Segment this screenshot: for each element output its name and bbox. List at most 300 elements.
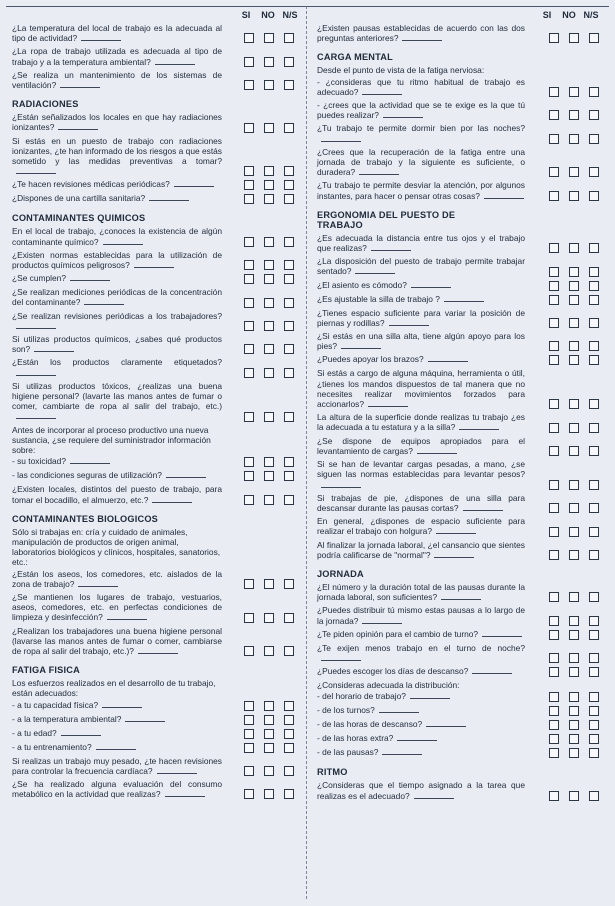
- no-checkbox[interactable]: [264, 33, 274, 43]
- question-item: [12, 626, 300, 657]
- si-checkbox[interactable]: [549, 191, 559, 201]
- question-item: [12, 112, 300, 132]
- si-checkbox[interactable]: [244, 729, 254, 739]
- ns-checkbox[interactable]: [589, 527, 599, 537]
- no-checkbox[interactable]: [569, 281, 579, 291]
- question-text: ¿Se ha realizado alguna evaluación del consumo metabólico en la actividad que realizas?: [12, 778, 222, 800]
- no-checkbox[interactable]: [264, 180, 274, 190]
- question-item: [12, 70, 300, 90]
- answer-boxes: [244, 33, 294, 43]
- ergonomia-items: [317, 233, 603, 560]
- ns-checkbox[interactable]: [284, 344, 294, 354]
- question-text: ¿Dispones de una cartilla sanitaria?: [12, 193, 222, 203]
- si-checkbox[interactable]: [549, 706, 559, 716]
- si-checkbox[interactable]: [549, 355, 559, 365]
- ns-checkbox[interactable]: [589, 791, 599, 801]
- no-checkbox[interactable]: [264, 123, 274, 133]
- ns-checkbox[interactable]: [284, 166, 294, 176]
- si-checkbox[interactable]: [549, 318, 559, 328]
- ns-checkbox[interactable]: [589, 87, 599, 97]
- no-checkbox[interactable]: [569, 667, 579, 677]
- question-item: [12, 381, 300, 422]
- ns-checkbox[interactable]: [284, 457, 294, 467]
- question-item: [317, 77, 603, 97]
- ns-checkbox[interactable]: [589, 341, 599, 351]
- question-item: [317, 719, 603, 730]
- question-item: [12, 779, 300, 799]
- question-text: ¿La ropa de trabajo utilizada es adecuada al tipo de trabajo y a la temperatura ambiental?: [12, 46, 222, 67]
- question-text: ¿Se cumplen?: [12, 273, 222, 283]
- answer-boxes: [549, 630, 599, 640]
- si-checkbox[interactable]: [244, 715, 254, 725]
- si-checkbox[interactable]: [244, 789, 254, 799]
- question-item: [317, 147, 603, 178]
- section-title-radiaciones: RADIACIONES: [12, 99, 79, 110]
- si-checkbox[interactable]: [244, 766, 254, 776]
- no-checkbox[interactable]: [569, 87, 579, 97]
- ns-checkbox[interactable]: [284, 298, 294, 308]
- ns-checkbox[interactable]: [284, 613, 294, 623]
- si-checkbox[interactable]: [549, 33, 559, 43]
- si-checkbox[interactable]: [549, 503, 559, 513]
- biologicos-intro: Sólo si trabajas en: cría y cuidado de animales, manipulación de productos de origen animal, laboratorios biológicos y clínicos, hospitales, sanatorios, etc.:: [12, 526, 221, 568]
- answer-boxes: [549, 480, 599, 490]
- si-checkbox[interactable]: [549, 341, 559, 351]
- ns-checkbox[interactable]: [284, 57, 294, 67]
- answer-boxes: [549, 110, 599, 120]
- answer-boxes: [244, 237, 294, 247]
- no-checkbox[interactable]: [569, 295, 579, 305]
- no-checkbox[interactable]: [569, 791, 579, 801]
- no-checkbox[interactable]: [264, 789, 274, 799]
- si-checkbox[interactable]: [244, 57, 254, 67]
- no-header: NO: [562, 10, 576, 20]
- answer-boxes: [549, 423, 599, 433]
- ns-checkbox[interactable]: [284, 495, 294, 505]
- ns-checkbox[interactable]: [589, 748, 599, 758]
- answer-boxes: [549, 281, 599, 291]
- no-checkbox[interactable]: [264, 495, 274, 505]
- ns-checkbox[interactable]: [284, 729, 294, 739]
- no-checkbox[interactable]: [264, 715, 274, 725]
- ns-checkbox[interactable]: [589, 134, 599, 144]
- answer-boxes: [244, 729, 294, 739]
- ns-checkbox[interactable]: [589, 446, 599, 456]
- answer-boxes: [549, 267, 599, 277]
- ns-checkbox[interactable]: [284, 123, 294, 133]
- question-item: [12, 273, 300, 284]
- si-checkbox[interactable]: [549, 720, 559, 730]
- question-item: [12, 700, 300, 711]
- jornada-items: [317, 582, 603, 677]
- ns-checkbox[interactable]: [284, 743, 294, 753]
- jornada-intro: ¿Consideras adecuada la distribución:: [317, 680, 460, 691]
- si-checkbox[interactable]: [549, 243, 559, 253]
- ns-checkbox[interactable]: [589, 267, 599, 277]
- no-checkbox[interactable]: [569, 734, 579, 744]
- si-checkbox[interactable]: [549, 399, 559, 409]
- question-item: [317, 691, 603, 702]
- answer-boxes: [549, 33, 599, 43]
- question-text: Al finalizar la jornada laboral, ¿el cansancio que sientes podría calificarse de "normal"?: [317, 539, 525, 560]
- ns-checkbox[interactable]: [589, 734, 599, 744]
- ns-checkbox[interactable]: [589, 720, 599, 730]
- answer-boxes: [244, 80, 294, 90]
- ritmo-items: [317, 780, 603, 800]
- no-checkbox[interactable]: [569, 243, 579, 253]
- ns-checkbox[interactable]: [589, 630, 599, 640]
- ns-checkbox[interactable]: [284, 274, 294, 284]
- question-item: [317, 747, 603, 758]
- si-checkbox[interactable]: [549, 134, 559, 144]
- question-text: ¿Realizan los trabajadores una buena higiene personal (lavarse las manos antes de fumar o comer, cambiarse de ropa al salir del trabajo, etc.)?: [12, 625, 222, 656]
- fatiga-fisica-sub-items: [12, 700, 300, 753]
- ns-checkbox[interactable]: [589, 592, 599, 602]
- question-item: [317, 23, 603, 43]
- no-checkbox[interactable]: [264, 613, 274, 623]
- question-text: ¿Tienes espacio suficiente para variar la posición de piernas y rodillas?: [317, 307, 525, 328]
- question-item: [12, 714, 300, 725]
- question-item: [317, 100, 603, 120]
- question-text: - del horario de trabajo?: [317, 691, 525, 701]
- ns-checkbox[interactable]: [589, 355, 599, 365]
- question-text: - de las horas extra?: [317, 733, 525, 743]
- ns-checkbox[interactable]: [284, 646, 294, 656]
- answer-boxes: [244, 701, 294, 711]
- si-checkbox[interactable]: [244, 33, 254, 43]
- answer-boxes: [244, 471, 294, 481]
- question-item: [12, 23, 300, 43]
- question-item: [12, 456, 300, 467]
- no-checkbox[interactable]: [264, 701, 274, 711]
- question-text: ¿Existen pausas establecidas de acuerdo con las dos preguntas anteriores?: [317, 23, 525, 44]
- question-text: - a tu capacidad física?: [12, 700, 222, 710]
- si-checkbox[interactable]: [244, 368, 254, 378]
- ns-checkbox[interactable]: [589, 295, 599, 305]
- answer-boxes: [244, 715, 294, 725]
- answer-boxes: [244, 766, 294, 776]
- si-checkbox[interactable]: [244, 237, 254, 247]
- answer-boxes: [549, 446, 599, 456]
- ns-checkbox[interactable]: [284, 471, 294, 481]
- question-text: ¿Se realizan mediciones periódicas de la concentración del contaminante?: [12, 287, 222, 308]
- question-item: [12, 756, 300, 776]
- quimicos-items: [12, 226, 300, 421]
- ns-checkbox[interactable]: [589, 550, 599, 560]
- answer-boxes: [549, 134, 599, 144]
- si-checkbox[interactable]: [244, 613, 254, 623]
- no-checkbox[interactable]: [569, 423, 579, 433]
- si-checkbox[interactable]: [549, 692, 559, 702]
- si-checkbox[interactable]: [244, 743, 254, 753]
- si-checkbox[interactable]: [244, 194, 254, 204]
- no-checkbox[interactable]: [264, 412, 274, 422]
- no-checkbox[interactable]: [264, 166, 274, 176]
- ns-checkbox[interactable]: [284, 789, 294, 799]
- si-checkbox[interactable]: [549, 267, 559, 277]
- si-checkbox[interactable]: [244, 123, 254, 133]
- question-item: [12, 592, 300, 623]
- no-checkbox[interactable]: [569, 33, 579, 43]
- ns-checkbox[interactable]: [284, 180, 294, 190]
- si-checkbox[interactable]: [244, 701, 254, 711]
- answer-boxes: [549, 527, 599, 537]
- fatiga-fisica-items: [12, 756, 300, 800]
- no-checkbox[interactable]: [264, 457, 274, 467]
- left-top-items: [12, 23, 300, 90]
- si-checkbox[interactable]: [244, 166, 254, 176]
- answer-boxes: [549, 295, 599, 305]
- no-checkbox[interactable]: [264, 80, 274, 90]
- question-item: [12, 357, 300, 377]
- no-checkbox[interactable]: [569, 653, 579, 663]
- ns-checkbox[interactable]: [589, 706, 599, 716]
- ns-checkbox[interactable]: [589, 616, 599, 626]
- no-checkbox[interactable]: [264, 298, 274, 308]
- si-checkbox[interactable]: [549, 667, 559, 677]
- no-checkbox[interactable]: [569, 399, 579, 409]
- si-checkbox[interactable]: [244, 471, 254, 481]
- ns-checkbox[interactable]: [589, 167, 599, 177]
- question-text: - ¿consideras que tu ritmo habitual de trabajo es adecuado?: [317, 76, 525, 97]
- no-checkbox[interactable]: [264, 194, 274, 204]
- no-checkbox[interactable]: [569, 616, 579, 626]
- no-checkbox[interactable]: [569, 706, 579, 716]
- question-text: ¿Es adecuada la distancia entre tus ojos y el trabajo que realizas?: [317, 232, 525, 254]
- no-checkbox[interactable]: [569, 318, 579, 328]
- fatiga-fisica-intro: Los esfuerzos realizados en el desarrollo de tu trabajo, están adecuados:: [12, 678, 216, 699]
- question-item: [12, 193, 300, 204]
- question-text: Si se han de levantar cargas pesadas, a mano, ¿se siguen las normas establecidas para levantar pesos?: [317, 459, 525, 490]
- question-item: [317, 331, 603, 351]
- no-checkbox[interactable]: [569, 191, 579, 201]
- ns-checkbox[interactable]: [589, 33, 599, 43]
- no-checkbox[interactable]: [264, 57, 274, 67]
- question-text: Si estás en un puesto de trabajo con radiaciones ionizantes, ¿te han informado de los riesgos a que estás sometido y las medidas preventivas a tomar?: [12, 136, 222, 177]
- si-checkbox[interactable]: [549, 281, 559, 291]
- no-checkbox[interactable]: [569, 267, 579, 277]
- ns-checkbox[interactable]: [589, 191, 599, 201]
- no-checkbox[interactable]: [264, 274, 274, 284]
- si-checkbox[interactable]: [549, 791, 559, 801]
- ns-checkbox[interactable]: [589, 503, 599, 513]
- no-checkbox[interactable]: [569, 355, 579, 365]
- si-checkbox[interactable]: [549, 110, 559, 120]
- no-checkbox[interactable]: [569, 527, 579, 537]
- question-text: ¿Te piden opinión para el cambio de turno?: [317, 629, 525, 639]
- ns-checkbox[interactable]: [284, 33, 294, 43]
- answer-boxes: [244, 789, 294, 799]
- no-checkbox[interactable]: [569, 446, 579, 456]
- question-text: Si utilizas productos químicos, ¿sabes qué productos son?: [12, 334, 222, 355]
- question-item: [317, 294, 603, 305]
- carga-mental-items: [317, 77, 603, 201]
- si-checkbox[interactable]: [549, 653, 559, 663]
- ns-checkbox[interactable]: [284, 412, 294, 422]
- quimicos-intro: Antes de incorporar al proceso productivo una nueva sustancia, ¿se requiere del suministrador información sobre:: [12, 424, 211, 456]
- si-checkbox[interactable]: [244, 321, 254, 331]
- no-checkbox[interactable]: [569, 630, 579, 640]
- no-checkbox[interactable]: [264, 743, 274, 753]
- no-checkbox[interactable]: [264, 260, 274, 270]
- question-text: ¿Se mantienen los lugares de trabajo, vestuarios, aseos, comedores, etc. en perfectas condiciones de limpieza y desinfección?: [12, 591, 222, 623]
- question-text: ¿Están señalizados los locales en que hay radiaciones ionizantes?: [12, 112, 222, 133]
- answer-boxes: [549, 720, 599, 730]
- si-checkbox[interactable]: [549, 616, 559, 626]
- ns-checkbox[interactable]: [284, 194, 294, 204]
- si-checkbox[interactable]: [244, 579, 254, 589]
- question-item: [12, 287, 300, 307]
- si-checkbox[interactable]: [549, 527, 559, 537]
- ns-checkbox[interactable]: [589, 318, 599, 328]
- ns-checkbox[interactable]: [284, 579, 294, 589]
- si-checkbox[interactable]: [549, 734, 559, 744]
- question-item: [317, 705, 603, 716]
- ns-checkbox[interactable]: [589, 480, 599, 490]
- ns-checkbox[interactable]: [284, 701, 294, 711]
- question-item: [317, 368, 603, 409]
- no-checkbox[interactable]: [569, 748, 579, 758]
- question-text: ¿Tu trabajo te permite dormir bien por las noches?: [317, 123, 525, 143]
- si-checkbox[interactable]: [244, 298, 254, 308]
- ns-checkbox[interactable]: [284, 237, 294, 247]
- question-text: ¿La disposición del puesto de trabajo permite trabajar sentado?: [317, 256, 525, 277]
- ns-checkbox[interactable]: [284, 321, 294, 331]
- no-checkbox[interactable]: [264, 729, 274, 739]
- answer-boxes: [549, 399, 599, 409]
- biologicos-items: [12, 569, 300, 657]
- ns-checkbox[interactable]: [589, 667, 599, 677]
- question-text: - a tu edad?: [12, 728, 222, 738]
- no-checkbox[interactable]: [569, 167, 579, 177]
- no-checkbox[interactable]: [569, 720, 579, 730]
- si-checkbox[interactable]: [244, 274, 254, 284]
- no-checkbox[interactable]: [264, 321, 274, 331]
- question-text: ¿Se realizan revisiones periódicas a los trabajadores?: [12, 311, 222, 331]
- question-text: ¿El número y la duración total de las pausas durante la jornada laboral, son suficientes?: [317, 581, 525, 603]
- question-text: - a la temperatura ambiental?: [12, 714, 222, 724]
- si-checkbox[interactable]: [244, 412, 254, 422]
- ns-checkbox[interactable]: [284, 766, 294, 776]
- question-text: ¿Consideras que el tiempo asignado a la tarea que realizas es el adecuado?: [317, 780, 525, 801]
- si-checkbox[interactable]: [549, 446, 559, 456]
- answer-boxes: [244, 321, 294, 331]
- no-checkbox[interactable]: [569, 134, 579, 144]
- no-checkbox[interactable]: [264, 344, 274, 354]
- answer-boxes: [549, 653, 599, 663]
- question-item: [317, 308, 603, 328]
- ns-checkbox[interactable]: [284, 260, 294, 270]
- ns-checkbox[interactable]: [589, 399, 599, 409]
- question-text: - las condiciones seguras de utilización?: [12, 470, 222, 480]
- no-checkbox[interactable]: [569, 480, 579, 490]
- answer-boxes: [549, 748, 599, 758]
- ns-checkbox[interactable]: [284, 368, 294, 378]
- ns-checkbox[interactable]: [589, 281, 599, 291]
- ns-checkbox[interactable]: [589, 243, 599, 253]
- ns-header: N/S: [583, 10, 599, 20]
- no-checkbox[interactable]: [264, 237, 274, 247]
- no-checkbox[interactable]: [264, 766, 274, 776]
- no-checkbox[interactable]: [264, 646, 274, 656]
- no-checkbox[interactable]: [569, 692, 579, 702]
- section-title-fatiga-fisica: FATIGA FISICA: [12, 665, 80, 676]
- question-item: [12, 179, 300, 190]
- si-checkbox[interactable]: [244, 260, 254, 270]
- si-checkbox[interactable]: [549, 550, 559, 560]
- no-checkbox[interactable]: [569, 503, 579, 513]
- si-checkbox[interactable]: [549, 423, 559, 433]
- answer-boxes: [244, 166, 294, 176]
- question-item: [12, 226, 300, 246]
- question-text: ¿Crees que la recuperación de la fatiga entre una jornada de trabajo y la siguiente es suficiente, o duradera?: [317, 146, 525, 178]
- section-title-jornada: JORNADA: [317, 568, 364, 579]
- radiaciones-items: [12, 112, 300, 204]
- question-text: ¿Te hacen revisiones médicas periódicas?: [12, 179, 222, 189]
- question-text: - ¿crees que la actividad que se te exige es la que tú puedes realizar?: [317, 100, 525, 121]
- si-checkbox[interactable]: [549, 630, 559, 640]
- si-checkbox[interactable]: [549, 748, 559, 758]
- ns-checkbox[interactable]: [589, 653, 599, 663]
- answer-boxes: [549, 592, 599, 602]
- question-item: [317, 540, 603, 560]
- si-checkbox[interactable]: [244, 495, 254, 505]
- si-checkbox[interactable]: [244, 80, 254, 90]
- ns-checkbox[interactable]: [589, 692, 599, 702]
- answer-boxes: [549, 734, 599, 744]
- si-checkbox[interactable]: [244, 457, 254, 467]
- si-checkbox[interactable]: [549, 87, 559, 97]
- no-checkbox[interactable]: [569, 592, 579, 602]
- question-item: [12, 334, 300, 354]
- ns-checkbox[interactable]: [589, 423, 599, 433]
- question-item: [12, 484, 300, 504]
- si-checkbox[interactable]: [549, 592, 559, 602]
- si-checkbox[interactable]: [244, 646, 254, 656]
- answer-boxes: [244, 613, 294, 623]
- si-checkbox[interactable]: [549, 295, 559, 305]
- question-item: [12, 569, 300, 589]
- no-checkbox[interactable]: [569, 110, 579, 120]
- column-header: [317, 7, 603, 23]
- si-checkbox[interactable]: [244, 344, 254, 354]
- question-text: ¿Están los productos claramente etiquetados?: [12, 357, 222, 377]
- question-text: Si realizas un trabajo muy pesado, ¿te hacen revisiones para controlar la frecuencia cardíaca?: [12, 755, 222, 776]
- no-checkbox[interactable]: [569, 550, 579, 560]
- answer-boxes: [244, 123, 294, 133]
- section-title-ritmo: RITMO: [317, 767, 348, 778]
- ns-checkbox[interactable]: [589, 110, 599, 120]
- no-checkbox[interactable]: [569, 341, 579, 351]
- no-checkbox[interactable]: [264, 471, 274, 481]
- ns-checkbox[interactable]: [284, 715, 294, 725]
- si-header: SI: [241, 10, 251, 20]
- si-checkbox[interactable]: [549, 480, 559, 490]
- si-checkbox[interactable]: [244, 180, 254, 190]
- answer-boxes: [549, 616, 599, 626]
- ns-checkbox[interactable]: [284, 80, 294, 90]
- answer-boxes: [244, 298, 294, 308]
- answer-boxes: [549, 791, 599, 801]
- question-item: [317, 436, 603, 456]
- question-item: [317, 666, 603, 677]
- no-checkbox[interactable]: [264, 579, 274, 589]
- si-checkbox[interactable]: [549, 167, 559, 177]
- question-item: [317, 493, 603, 513]
- no-checkbox[interactable]: [264, 368, 274, 378]
- answer-boxes: [549, 87, 599, 97]
- question-text: - de los turnos?: [317, 705, 525, 715]
